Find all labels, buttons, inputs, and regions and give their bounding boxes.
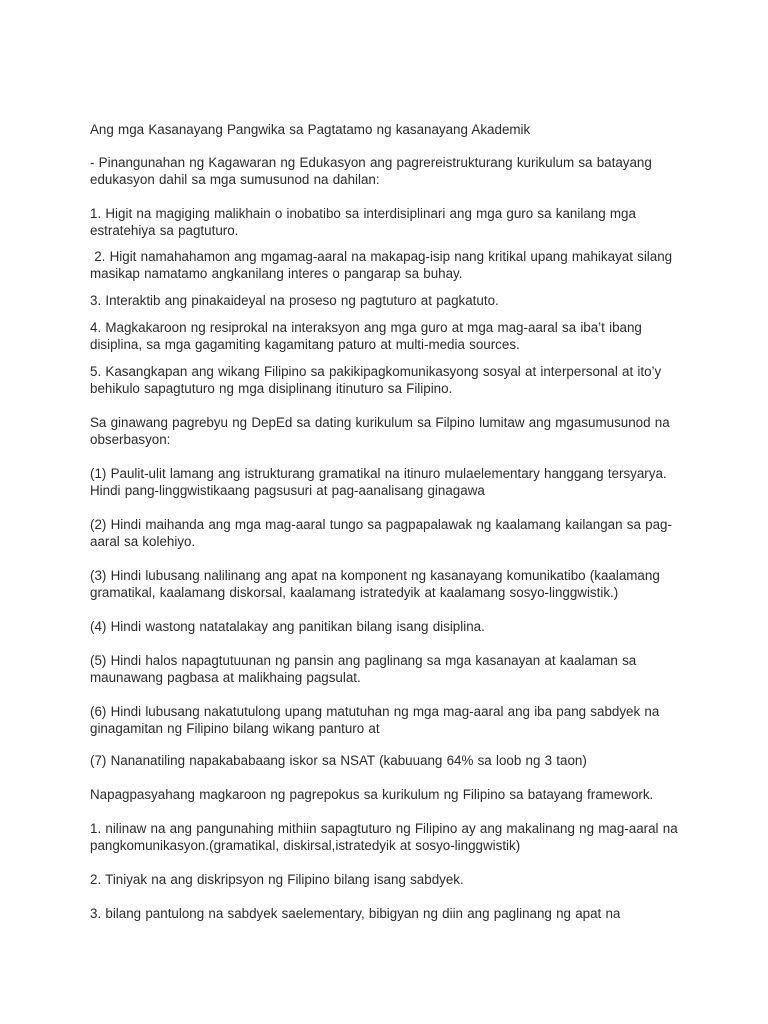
text-line: (4) Hindi wastong natatalakay ang panitikan bilang isang disiplina. (90, 619, 485, 634)
observation-item-6 (90, 703, 690, 737)
text-line: edukasyon dahil sa mga sumusunod na dahilan: (90, 172, 380, 187)
observation-item-5 (90, 652, 690, 686)
observation-item-2 (90, 516, 690, 550)
framework-intro-paragraph (90, 786, 690, 803)
text-line: 3. Interaktib ang pinakaideyal na proseso ng pagtuturo at pagkatuto. (90, 293, 499, 308)
text-line: obserbasyon: (90, 432, 171, 447)
text-line: 1. nilinaw na ang pangunahing mithiin sapagtuturo ng Filipino ay ang makalinang ng mag-aaral na (90, 821, 678, 836)
text-line: aaral sa kolehiyo. (90, 534, 196, 549)
observation-item-4 (90, 618, 690, 635)
text-line: (5) Hindi halos napagtutuunan ng pansin ang paglinang sa mga kasanayan at kaalaman sa (90, 653, 637, 668)
text-line: 5. Kasangkapan ang wikang Filipino sa pakikipagkomunikasyong sosyal at interpersonal at ito’y (90, 364, 662, 379)
text-line: Hindi pang-linggwistikaang pagsusuri at pag-aanalisang ginagawa (90, 483, 485, 498)
text-line: Sa ginawang pagrebyu ng DepEd sa dating kurikulum sa Filpino lumitaw ang mgasumusunod na (90, 415, 670, 430)
reason-item-1 (90, 205, 690, 239)
framework-item-3 (90, 905, 690, 922)
text-line: Napagpasyahang magkaroon ng pagrepokus sa kurikulum ng Filipino sa batayang framework. (90, 787, 654, 802)
text-line: - Pinangunahan ng Kagawaran ng Edukasyon ang pagrereistrukturang kurikulum sa batayang (90, 155, 652, 170)
text-line: 2. Higit namahahamon ang mgamag-aaral na makapag-isip nang kritikal upang mahikayat silang (90, 249, 673, 264)
text-line: (2) Hindi maihanda ang mga mag-aaral tungo sa pagpapalawak ng kaalamang kailangan sa pag- (90, 517, 672, 532)
text-line: 2. Tiniyak na ang diskripsyon ng Filipino bilang isang sabdyek. (90, 872, 464, 887)
text-line: 4. Magkakaroon ng resiprokal na interaksyon ang mga guro at mga mag-aaral sa iba’t ibang (90, 320, 642, 335)
text-line: 1. Higit na magiging malikhain o inobatibo sa interdisiplinari ang mga guro sa kanilang mga (90, 206, 636, 221)
reason-item-5 (90, 363, 690, 397)
document-title (90, 121, 690, 138)
observation-item-3 (90, 567, 690, 601)
text-line: (1) Paulit-ulit lamang ang istrukturang gramatikal na itinuro mulaelementary hanggang tersyarya. (90, 466, 667, 481)
framework-item-1 (90, 820, 690, 854)
text-line: gramatikal, kaalamang diskorsal, kaalamang istratedyik at kaalamang sosyo-linggwistik.) (90, 585, 619, 600)
text-line: (7) Nananatiling napakababaang iskor sa NSAT (kabuuang 64% sa loob ng 3 taon) (90, 753, 587, 768)
text-line: pangkomunikasyon.(gramatikal, diskirsal,istratedyik at sosyo-linggwistik) (90, 838, 521, 853)
text-line: disiplina, sa mga gagamiting kagamitang paturo at multi-media sources. (90, 337, 520, 352)
text-line: masikap namatamo angkanilang interes o pangarap sa buhay. (90, 266, 463, 281)
text-line: 3. bilang pantulong na sabdyek saelementary, bibigyan ng diin ang paglinang ng apat na (90, 906, 621, 921)
text-line: behikulo sapagtuturo ng mga disiplinang itinuturo sa Filipino. (90, 381, 453, 396)
observation-item-1 (90, 465, 690, 499)
framework-item-2 (90, 871, 690, 888)
reason-item-4 (90, 319, 690, 353)
text-line: (3) Hindi lubusang nalilinang ang apat na komponent ng kasanayang komunikatibo (kaalamang (90, 568, 660, 583)
text-line: (6) Hindi lubusang nakatutulong upang matutuhan ng mga mag-aaral ang iba pang sabdyek na (90, 704, 660, 719)
review-intro-paragraph (90, 414, 690, 448)
intro-paragraph (90, 154, 690, 188)
text-line: maunawang pagbasa at malikhaing pagsulat. (90, 670, 361, 685)
reason-item-3 (90, 292, 690, 309)
text-line: estratehiya sa pagtuturo. (90, 223, 239, 238)
text-line: ginagamitan ng Filipino bilang wikang panturo at (90, 721, 380, 736)
observation-item-7 (90, 752, 690, 769)
title-line: Ang mga Kasanayang Pangwika sa Pagtatamo ng kasanayang Akademik (90, 122, 531, 137)
reason-item-2 (90, 248, 690, 282)
